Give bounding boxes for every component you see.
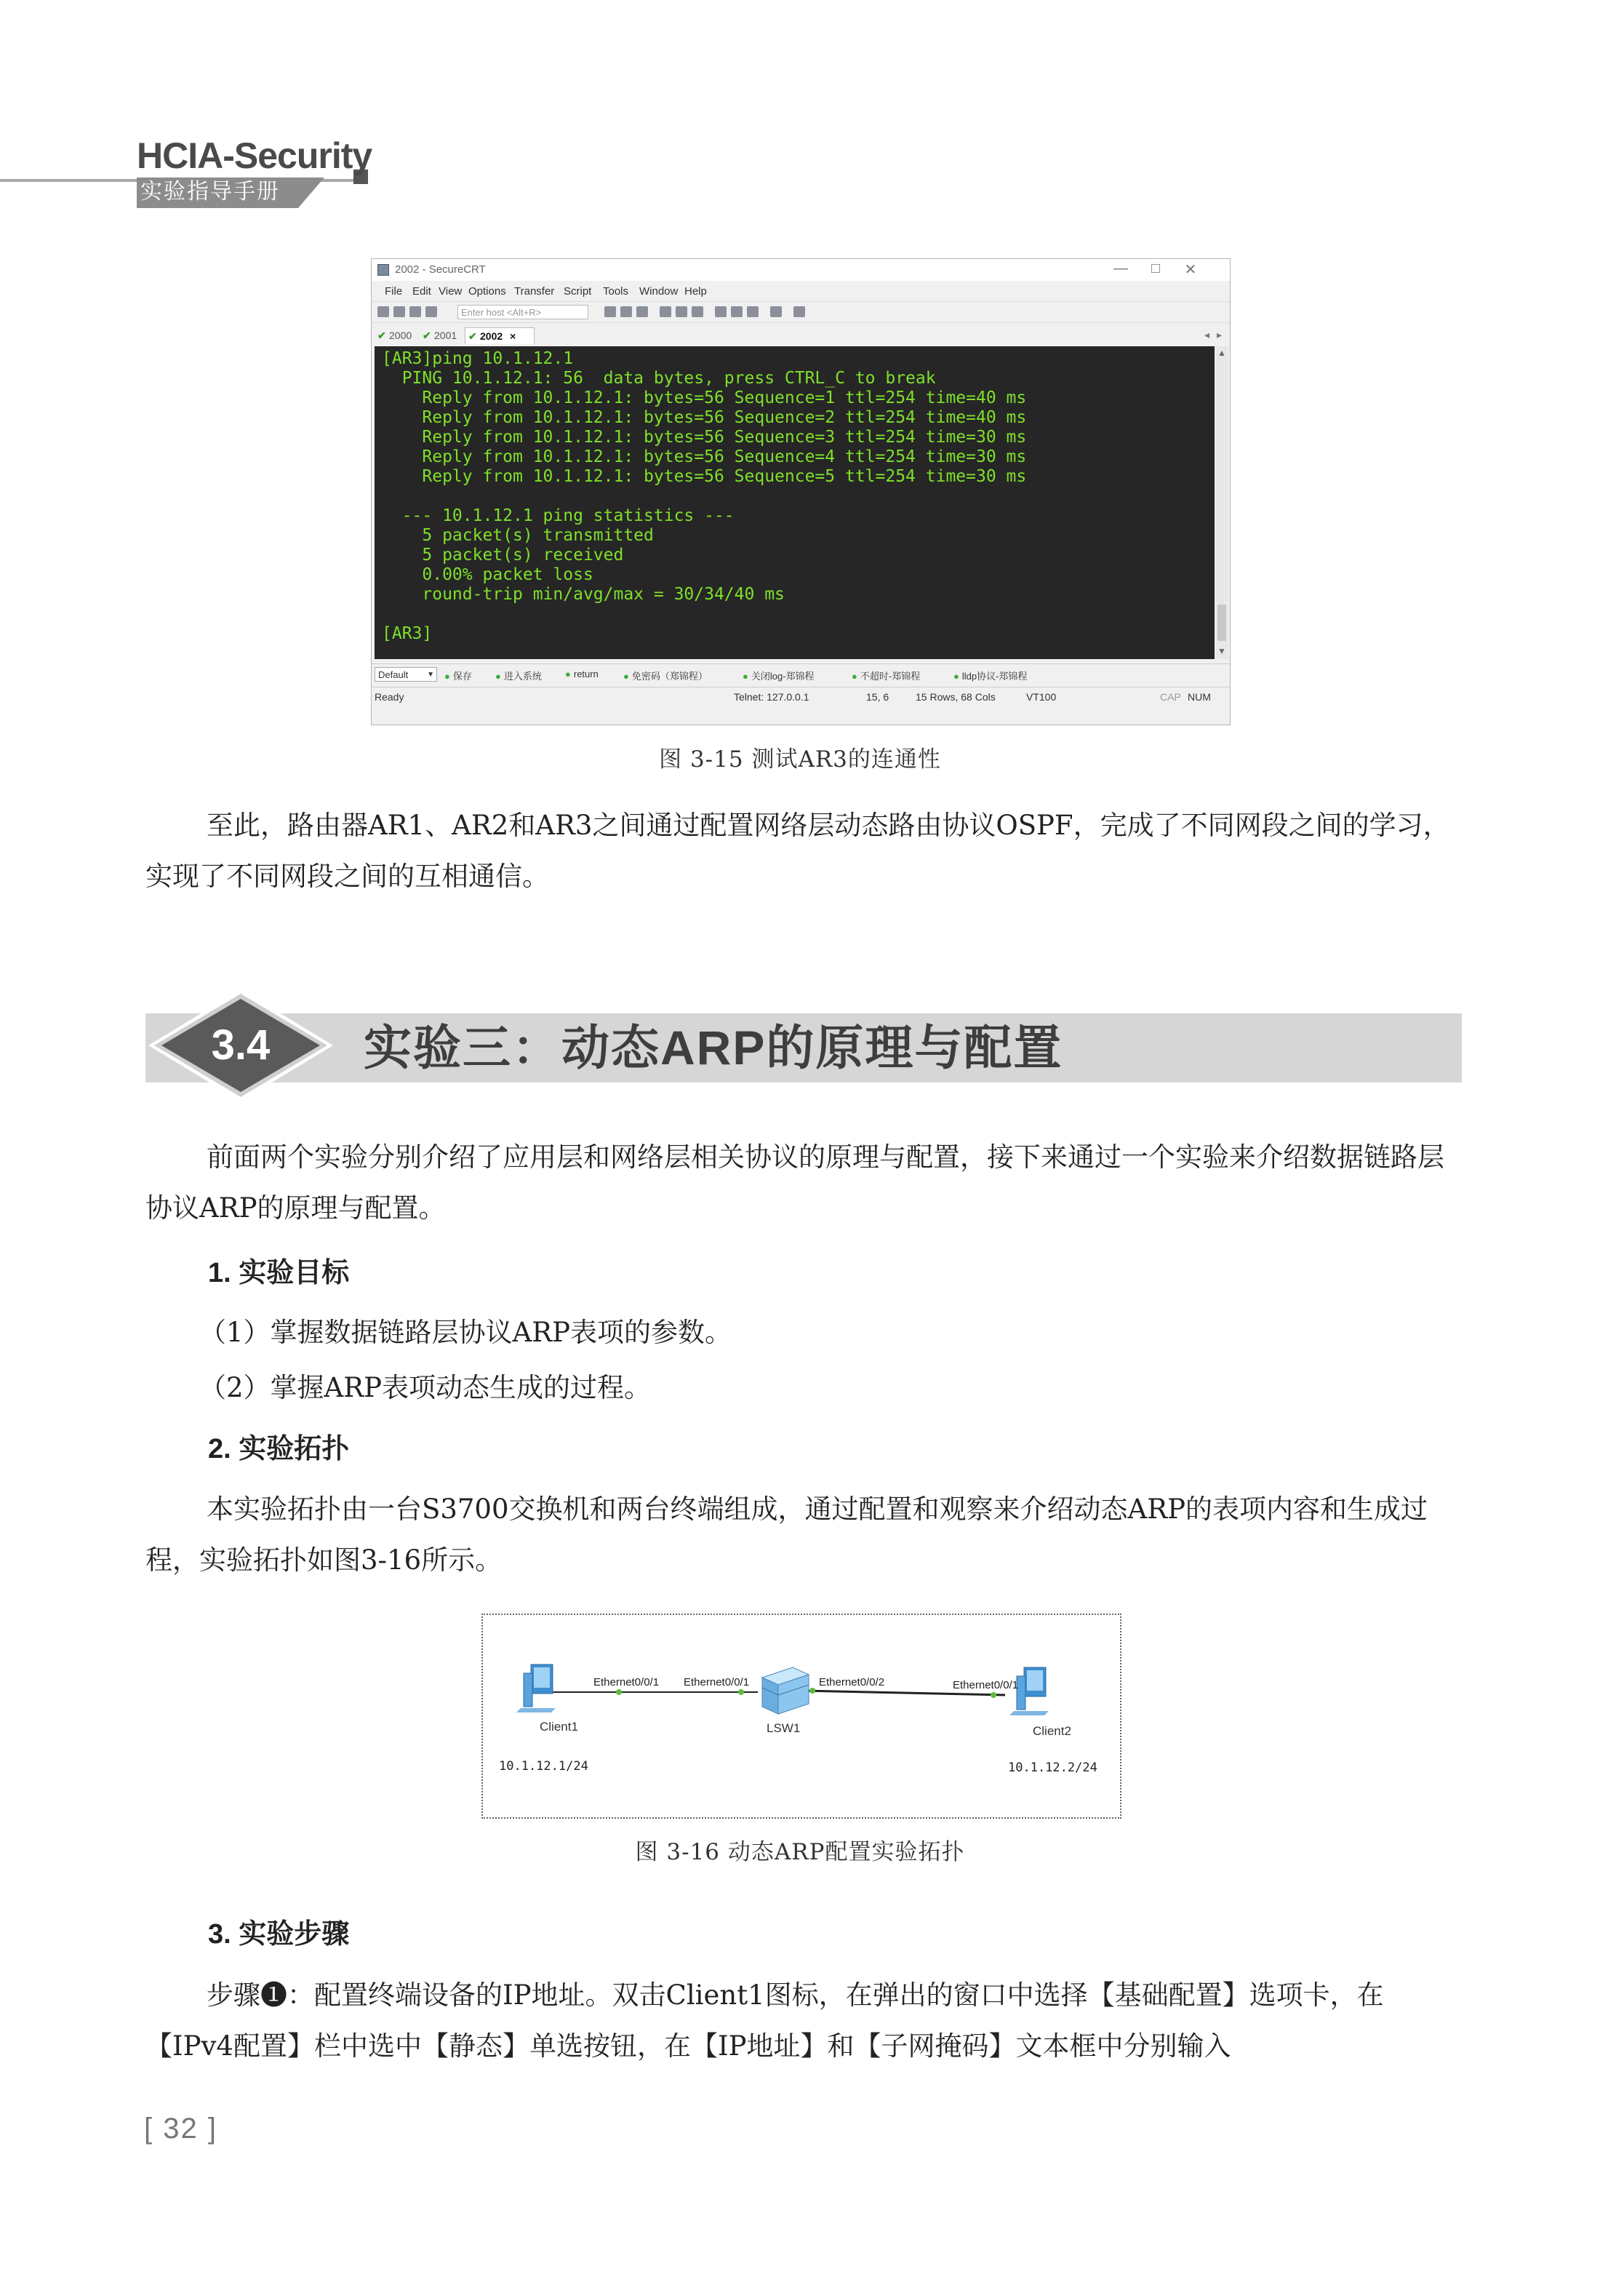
- maximize-icon[interactable]: □: [1151, 260, 1161, 276]
- button-no-password[interactable]: ● 免密码（郑锦程）: [623, 669, 708, 682]
- menu-view[interactable]: View: [439, 285, 463, 298]
- terminal-line: Reply from 10.1.12.1: bytes=56 Sequence=3 ttl=254 time=30 ms: [382, 428, 1027, 447]
- port-label-lsw1-2: Ethernet0/0/2: [819, 1676, 885, 1688]
- port-dot-lsw1-2: [809, 1688, 815, 1694]
- terminal-output[interactable]: [375, 346, 1215, 659]
- terminal-line: [382, 487, 1026, 506]
- quick-connect-icon[interactable]: [393, 306, 405, 317]
- status-ready: Ready: [375, 691, 404, 703]
- status-num: NUM: [1188, 691, 1211, 703]
- menu-help[interactable]: Help: [684, 285, 707, 298]
- tab-label: 2001: [434, 330, 457, 341]
- toolbar: [372, 301, 1230, 323]
- session-select-value: Default: [378, 669, 409, 680]
- status-size: 15 Rows, 68 Cols: [916, 691, 996, 703]
- session-options-icon[interactable]: [715, 306, 727, 317]
- keymap-icon[interactable]: [747, 306, 759, 317]
- terminal-line: Reply from 10.1.12.1: bytes=56 Sequence=2 ttl=254 time=40 ms: [382, 408, 1027, 427]
- port-dot-lsw1-1: [738, 1689, 744, 1695]
- window-title: 2002 - SecureCRT: [395, 263, 486, 276]
- device-label-client2: Client2: [1033, 1724, 1071, 1738]
- copy-icon[interactable]: [604, 306, 616, 317]
- print-icon[interactable]: [660, 306, 671, 317]
- book-subtitle: 实验指导手册: [140, 179, 280, 204]
- scroll-thumb[interactable]: [1217, 605, 1226, 641]
- tab-2002[interactable]: [465, 327, 535, 344]
- terminal-line: [382, 605, 1026, 624]
- tab-close-icon[interactable]: ×: [510, 330, 516, 342]
- topology-diagram: [481, 1614, 1121, 1819]
- button-no-timeout[interactable]: ● 不超时-郑锦程: [852, 669, 920, 682]
- title-bar: [372, 259, 1230, 281]
- terminal-scrollbar[interactable]: [1215, 346, 1228, 659]
- terminal-line: --- 10.1.12.1 ping statistics ---: [382, 506, 735, 525]
- global-options-icon[interactable]: [731, 306, 743, 317]
- paragraph-ospf-summary: [145, 800, 1462, 902]
- button-save[interactable]: ● 保存: [444, 669, 472, 682]
- book-title: HCIA-Security: [137, 135, 372, 176]
- goal-item-1: （1）掌握数据链路层协议ARP表项的参数。: [199, 1317, 732, 1348]
- log-icon[interactable]: [692, 306, 703, 317]
- paragraph-topology: [145, 1484, 1462, 1586]
- button-return[interactable]: ● return: [565, 669, 599, 679]
- page-number: [ 32 ]: [144, 2113, 217, 2145]
- lsw1-switch-icon: [762, 1667, 809, 1714]
- check-icon: ✔: [468, 330, 477, 342]
- connect-icon[interactable]: [377, 306, 389, 317]
- device-label-client1: Client1: [540, 1720, 578, 1734]
- heading-goals: 1. 实验目标: [208, 1258, 350, 1288]
- check-icon: ✔: [377, 330, 386, 341]
- terminal-line: Reply from 10.1.12.1: bytes=56 Sequence=5 ttl=254 time=30 ms: [382, 467, 1027, 486]
- status-terminal: VT100: [1026, 691, 1057, 703]
- paragraph-text: 步骤❶：配置终端设备的IP地址。双击Client1图标，在弹出的窗口中选择【基础配置】选项卡，在【IPv4配置】栏中选中【静态】单选按钮，在【IP地址】和【子网掩码】文本框中分别输入: [145, 1979, 1384, 2062]
- figure-3-16-caption: 图 3-16 动态ARP配置实验拓扑: [635, 1839, 965, 1865]
- device-label-lsw1: LSW1: [767, 1721, 801, 1735]
- paragraph-text: 本实验拓扑由一台S3700交换机和两台终端组成，通过配置和观察来介绍动态ARP的表项内容和生成过程，实验拓扑如图3-16所示。: [145, 1494, 1428, 1576]
- terminal-line: Reply from 10.1.12.1: bytes=56 Sequence=4 ttl=254 time=30 ms: [382, 447, 1027, 466]
- tab-prev-icon[interactable]: ◂: [1204, 329, 1210, 340]
- status-telnet: Telnet: 127.0.0.1: [734, 691, 809, 703]
- menu-window[interactable]: Window: [639, 285, 679, 298]
- topology-svg: [483, 1615, 1120, 1817]
- client2-pc-icon: [1009, 1667, 1049, 1715]
- minimize-icon[interactable]: —: [1113, 260, 1128, 276]
- tab-label: 2000: [389, 330, 412, 341]
- chevron-down-icon: ▼: [427, 671, 434, 679]
- scroll-down-icon[interactable]: ▼: [1217, 646, 1226, 656]
- print-setup-icon[interactable]: [676, 306, 687, 317]
- goal-item-2: （2）掌握ARP表项动态生成的过程。: [199, 1372, 652, 1403]
- terminal-line: PING 10.1.12.1: 56 data bytes, press CTRL_C to break: [382, 369, 936, 388]
- sftp-icon[interactable]: [793, 306, 805, 317]
- session-tabs: [372, 324, 1230, 343]
- menu-transfer[interactable]: Transfer: [514, 285, 555, 298]
- check-icon: ✔: [423, 330, 431, 341]
- tab-label: 2002: [480, 330, 503, 342]
- menu-edit[interactable]: Edit: [412, 285, 431, 298]
- help-icon[interactable]: [770, 306, 782, 317]
- connect-tab-icon[interactable]: [409, 306, 421, 317]
- status-bar: [372, 687, 1230, 706]
- scroll-up-icon[interactable]: ▲: [1217, 348, 1226, 358]
- menu-tools[interactable]: Tools: [603, 285, 629, 298]
- button-enter-system[interactable]: ● 进入系统: [495, 669, 542, 682]
- heading-steps: 3. 实验步骤: [208, 1919, 350, 1950]
- menu-bar: [372, 282, 1230, 300]
- tab-next-icon[interactable]: ▸: [1217, 329, 1223, 340]
- terminal-line: 5 packet(s) received: [382, 546, 624, 565]
- port-label-lsw1-1: Ethernet0/0/1: [684, 1676, 750, 1688]
- host-input[interactable]: Enter host <Alt+R>: [457, 305, 588, 319]
- button-close-log[interactable]: ● 关闭log-郑锦程: [743, 669, 815, 682]
- paragraph-text: 前面两个实验分别介绍了应用层和网络层相关协议的原理与配置，接下来通过一个实验来介绍数据链路层协议ARP的原理与配置。: [145, 1141, 1444, 1224]
- terminal-line: Reply from 10.1.12.1: bytes=56 Sequence=1 ttl=254 time=40 ms: [382, 388, 1027, 407]
- disconnect-icon[interactable]: [425, 306, 437, 317]
- menu-options[interactable]: Options: [468, 285, 506, 298]
- section-number: 3.4: [211, 1021, 271, 1069]
- terminal-line: round-trip min/avg/max = 30/34/40 ms: [382, 585, 785, 604]
- securecrt-icon: [377, 264, 389, 276]
- figure-3-15-caption: 图 3-15 测试AR3的连通性: [659, 746, 941, 773]
- terminal-line: 0.00% packet loss: [382, 565, 593, 584]
- terminal-text: [382, 349, 1026, 644]
- terminal-line: 5 packet(s) transmitted: [382, 526, 654, 545]
- ip-label-client1: 10.1.12.1/24: [499, 1759, 588, 1774]
- paragraph-step-1: [145, 1970, 1462, 2072]
- section-title: 实验三：动态ARP的原理与配置: [364, 1021, 1063, 1074]
- ip-label-client2: 10.1.12.2/24: [1008, 1760, 1097, 1775]
- terminal-line: [AR3]ping 10.1.12.1: [382, 349, 574, 368]
- button-lldp[interactable]: ● lldp协议-郑锦程: [953, 669, 1027, 682]
- paragraph-intro: [145, 1132, 1462, 1234]
- client1-pc-icon: [516, 1664, 556, 1712]
- close-icon[interactable]: ✕: [1184, 262, 1197, 278]
- menu-file[interactable]: File: [385, 285, 403, 298]
- port-label-client2: Ethernet0/0/1: [953, 1679, 1019, 1691]
- status-cap: CAP: [1160, 691, 1181, 703]
- securecrt-window: [371, 258, 1231, 725]
- port-dot-client2: [991, 1692, 996, 1698]
- find-icon[interactable]: [636, 306, 648, 317]
- paragraph-text: 至此，路由器AR1、AR2和AR3之间通过配置网络层动态路由协议OSPF，完成了不同网段之间的学习，实现了不同网段之间的互相通信。: [145, 810, 1450, 892]
- status-cursor: 15, 6: [866, 691, 889, 703]
- heading-topology: 2. 实验拓扑: [208, 1434, 350, 1464]
- terminal-line: [AR3]: [382, 624, 433, 643]
- port-dot-client1: [616, 1689, 622, 1695]
- button-bar: [372, 663, 1230, 685]
- session-select[interactable]: [375, 667, 437, 682]
- paste-icon[interactable]: [620, 306, 632, 317]
- port-label-client1: Ethernet0/0/1: [593, 1676, 660, 1688]
- menu-script[interactable]: Script: [564, 285, 592, 298]
